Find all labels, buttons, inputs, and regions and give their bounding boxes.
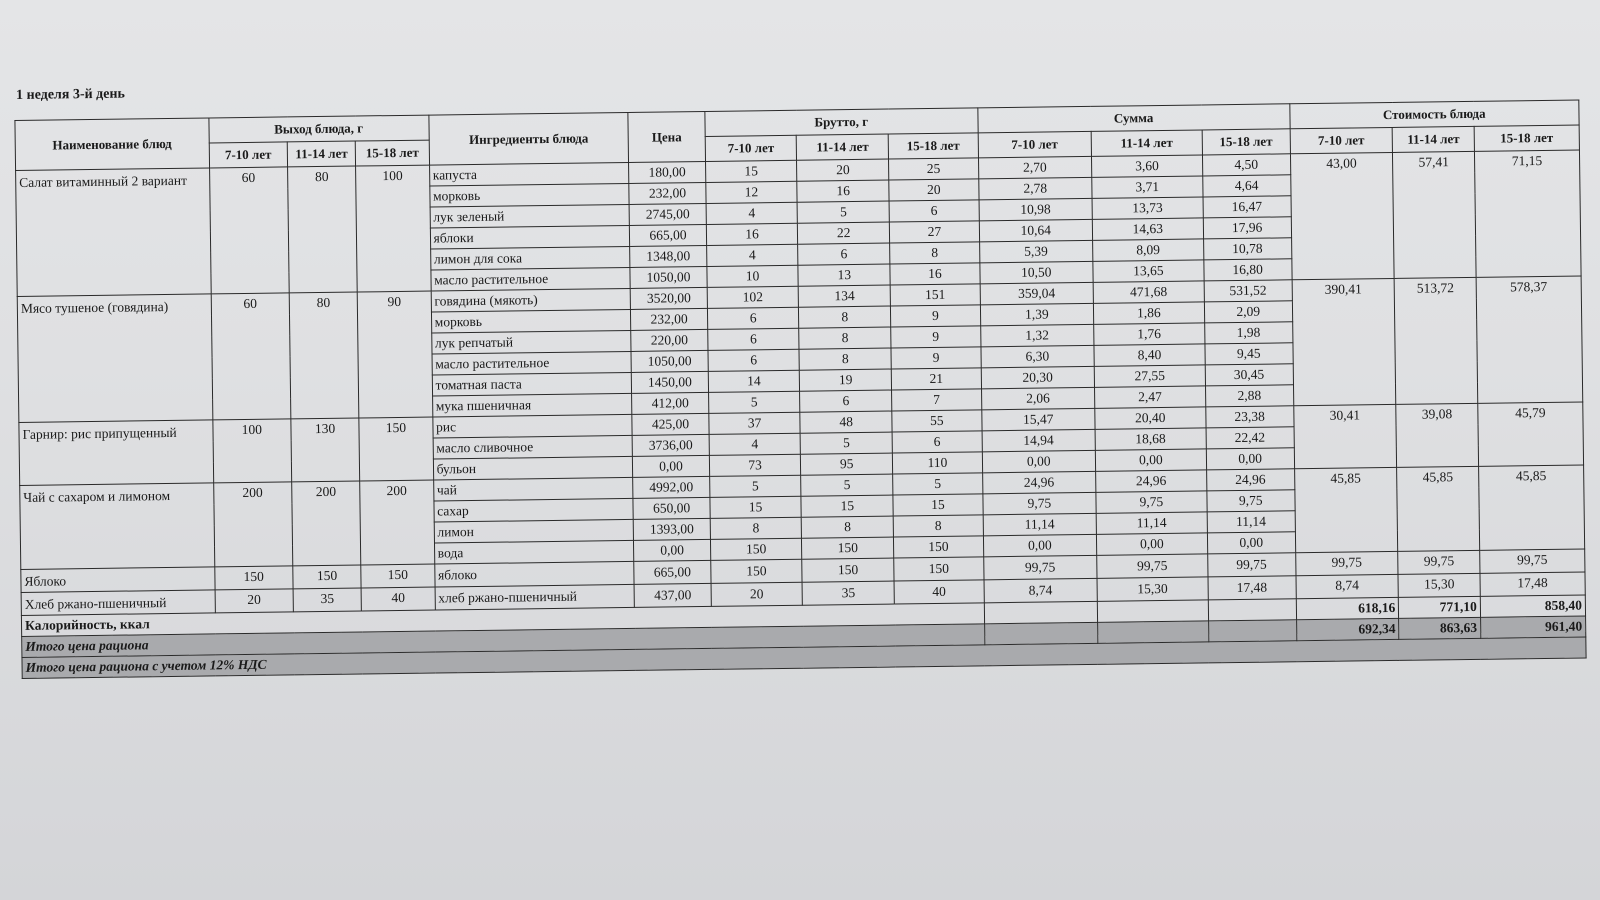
- ingredient-price: 1393,00: [634, 518, 711, 540]
- dish-name: Мясо тушеное (говядина): [17, 294, 212, 423]
- ingredient-price: 425,00: [632, 413, 709, 435]
- ingredient-gross: 5: [708, 391, 800, 413]
- dish-name: Чай с сахаром и лимоном: [20, 483, 215, 570]
- ingredient-sum: 24,96: [1095, 470, 1206, 492]
- ingredient-gross: 150: [894, 536, 984, 558]
- menu-table: [14, 100, 1586, 679]
- ingredient-sum: 11,14: [983, 513, 1096, 535]
- ingredient-gross: 37: [709, 412, 801, 434]
- dish-cost: 45,85: [1294, 467, 1398, 552]
- header-price: Цена: [628, 111, 705, 162]
- ingredient-price: 3520,00: [630, 287, 707, 309]
- dish-output: 130: [291, 418, 360, 482]
- ingredient-gross: 6: [707, 328, 799, 350]
- ingredient-gross: 20: [797, 159, 889, 181]
- ingredient-name: лимон: [434, 519, 634, 543]
- header-age: 7-10 лет: [705, 135, 797, 161]
- ingredient-gross: 5: [800, 432, 892, 454]
- header-cost: Стоимость блюда: [1289, 100, 1579, 129]
- footer-total-value: 961,40: [1480, 616, 1585, 638]
- ingredient-price: 650,00: [633, 497, 710, 519]
- ingredient-gross: 8: [799, 327, 891, 349]
- ingredient-sum: 5,39: [979, 240, 1092, 262]
- ingredient-gross: 5: [797, 201, 889, 223]
- dish-output: 60: [209, 167, 289, 294]
- ingredient-sum: 0,00: [982, 450, 1095, 472]
- ingredient-name: масло растительное: [431, 267, 631, 291]
- header-age: 11-14 лет: [1393, 126, 1475, 152]
- ingredient-sum: 9,75: [983, 492, 1096, 514]
- ingredient-sum: 2,70: [978, 156, 1091, 178]
- dish-cost: 45,85: [1478, 465, 1584, 550]
- ingredient-gross: 150: [802, 537, 894, 559]
- dish-output: 20: [215, 589, 294, 613]
- ingredient-gross: 8: [802, 516, 894, 538]
- footer-calories-value: 771,10: [1399, 596, 1481, 618]
- ingredient-gross: 134: [799, 285, 891, 307]
- ingredient-name: яблоки: [430, 225, 630, 249]
- ingredient-sum: 11,14: [1096, 512, 1207, 534]
- ingredient-gross: 151: [890, 284, 980, 306]
- menu-sheet: [14, 67, 1600, 679]
- ingredient-name: морковь: [429, 183, 629, 207]
- ingredient-name: лук репчатый: [431, 330, 631, 354]
- ingredient-sum: 17,48: [1208, 576, 1296, 600]
- header-dish-name: Наименование блюд: [15, 118, 209, 171]
- dish-cost: 57,41: [1393, 151, 1476, 278]
- ingredient-gross: 102: [707, 286, 799, 308]
- ingredient-sum: 24,96: [982, 471, 1095, 493]
- dish-cost: 99,75: [1398, 550, 1480, 574]
- ingredient-price: 232,00: [629, 182, 706, 204]
- ingredient-sum: 2,09: [1204, 301, 1292, 323]
- ingredient-gross: 40: [894, 580, 984, 604]
- ingredient-sum: 1,39: [980, 303, 1093, 325]
- dish-cost: 30,41: [1293, 404, 1397, 468]
- ingredient-price: 665,00: [630, 224, 707, 246]
- dish-output: 200: [360, 480, 434, 565]
- ingredient-price: 1050,00: [630, 266, 707, 288]
- dish-output: 80: [288, 166, 358, 293]
- ingredient-gross: 4: [706, 244, 798, 266]
- ingredient-price: 412,00: [632, 392, 709, 414]
- ingredient-sum: 20,30: [981, 366, 1094, 388]
- ingredient-sum: 9,45: [1205, 343, 1293, 365]
- header-age: 11-14 лет: [797, 134, 889, 160]
- header-age: 11-14 лет: [1091, 130, 1202, 156]
- dish-output: 90: [357, 291, 432, 418]
- ingredient-sum: 20,40: [1095, 407, 1206, 429]
- header-age: 7-10 лет: [978, 131, 1091, 157]
- ingredient-sum: 18,68: [1095, 428, 1206, 450]
- ingredient-gross: 6: [889, 200, 979, 222]
- ingredient-sum: 8,74: [984, 578, 1097, 602]
- ingredient-price: 4992,00: [633, 476, 710, 498]
- header-age: 7-10 лет: [209, 142, 288, 168]
- ingredient-sum: 99,75: [1097, 554, 1208, 578]
- footer-calories-label: Калорийность, ккал: [21, 603, 984, 637]
- ingredient-price: 665,00: [634, 560, 711, 584]
- ingredient-sum: 2,78: [979, 177, 1092, 199]
- ingredient-gross: 8: [710, 517, 802, 539]
- ingredient-gross: 8: [890, 242, 980, 264]
- ingredient-gross: 8: [893, 515, 983, 537]
- ingredient-gross: 12: [706, 181, 798, 203]
- ingredient-sum: 1,86: [1093, 302, 1204, 324]
- footer-total-label: Итого цена рациона: [22, 624, 985, 658]
- dish-output: 60: [211, 293, 291, 420]
- ingredient-price: 3736,00: [632, 434, 709, 456]
- dish-cost: 99,75: [1480, 549, 1585, 573]
- ingredient-gross: 16: [797, 180, 889, 202]
- dish-cost: 43,00: [1290, 152, 1395, 279]
- header-sum: Сумма: [978, 104, 1290, 133]
- ingredient-sum: 1,98: [1205, 322, 1293, 344]
- dish-output: 80: [289, 292, 359, 419]
- ingredient-sum: 17,96: [1203, 217, 1291, 239]
- ingredient-gross: 19: [800, 369, 892, 391]
- ingredient-sum: 2,47: [1094, 386, 1205, 408]
- ingredient-gross: 13: [798, 264, 890, 286]
- ingredient-sum: 23,38: [1206, 406, 1294, 428]
- ingredient-price: 180,00: [629, 161, 706, 183]
- dish-name: Яблоко: [21, 567, 215, 593]
- header-output: Выход блюда, г: [208, 115, 428, 143]
- ingredient-gross: 15: [705, 160, 797, 182]
- ingredient-gross: 35: [802, 581, 894, 605]
- ingredient-gross: 4: [706, 202, 798, 224]
- ingredient-name: сахар: [434, 498, 634, 522]
- ingredient-gross: 110: [892, 452, 982, 474]
- dish-output: 35: [293, 588, 362, 612]
- ingredient-name: яблоко: [434, 561, 634, 587]
- ingredient-sum: 8,40: [1094, 344, 1205, 366]
- dish-cost: 15,30: [1398, 573, 1480, 597]
- ingredient-sum: 27,55: [1094, 365, 1205, 387]
- ingredient-price: 0,00: [634, 539, 711, 561]
- ingredient-gross: 55: [892, 410, 982, 432]
- ingredient-sum: 15,47: [982, 408, 1095, 430]
- ingredient-gross: 4: [709, 433, 801, 455]
- header-age: 15-18 лет: [355, 140, 429, 166]
- ingredient-sum: 359,04: [980, 282, 1093, 304]
- ingredient-name: капуста: [429, 162, 629, 186]
- header-age: 11-14 лет: [287, 141, 356, 167]
- ingredient-sum: 0,00: [1096, 533, 1207, 555]
- ingredient-sum: 9,75: [1207, 490, 1295, 512]
- header-age: 15-18 лет: [1202, 129, 1290, 155]
- ingredient-gross: 16: [890, 263, 980, 285]
- dish-output: 150: [214, 566, 293, 590]
- ingredient-name: чай: [433, 477, 633, 501]
- ingredient-price: 1050,00: [631, 350, 708, 372]
- dish-output: 150: [359, 417, 433, 481]
- ingredient-gross: 6: [798, 243, 890, 265]
- ingredient-name: масло растительное: [432, 351, 632, 375]
- ingredient-gross: 14: [708, 370, 800, 392]
- ingredient-gross: 25: [889, 158, 979, 180]
- ingredient-sum: 10,78: [1203, 238, 1291, 260]
- ingredient-name: томатная паста: [432, 372, 632, 396]
- ingredient-gross: 9: [891, 305, 981, 327]
- ingredient-name: хлеб ржано-пшеничный: [435, 584, 635, 610]
- ingredient-gross: 20: [711, 582, 803, 606]
- ingredient-sum: 4,64: [1203, 175, 1291, 197]
- ingredient-sum: 14,63: [1092, 218, 1203, 240]
- ingredient-sum: 471,68: [1093, 281, 1204, 303]
- dish-cost: 513,72: [1395, 277, 1478, 404]
- ingredient-gross: 5: [709, 475, 801, 497]
- ingredient-gross: 21: [891, 368, 981, 390]
- footer-calories-value: 618,16: [1296, 597, 1399, 619]
- ingredient-gross: 95: [801, 453, 893, 475]
- ingredient-sum: 9,75: [1096, 491, 1207, 513]
- ingredient-gross: 150: [710, 538, 802, 560]
- ingredient-gross: 5: [893, 473, 983, 495]
- ingredient-name: вода: [434, 540, 634, 564]
- ingredient-price: 232,00: [631, 308, 708, 330]
- ingredient-gross: 8: [799, 348, 891, 370]
- dish-output: 200: [292, 481, 361, 566]
- dish-output: 100: [212, 419, 291, 483]
- dish-output: 150: [361, 564, 435, 588]
- ingredient-sum: 1,76: [1094, 323, 1205, 345]
- ingredient-sum: 531,52: [1204, 280, 1292, 302]
- ingredient-sum: 10,64: [979, 219, 1092, 241]
- ingredient-sum: 1,32: [980, 324, 1093, 346]
- ingredient-gross: 10: [707, 265, 799, 287]
- ingredient-gross: 150: [710, 559, 802, 583]
- dish-cost: 8,74: [1296, 574, 1399, 598]
- dish-cost: 578,37: [1476, 276, 1583, 403]
- footer-total-vat-label: Итого цена рациона с учетом 12% НДС: [22, 637, 1586, 678]
- ingredient-sum: 2,88: [1205, 385, 1293, 407]
- ingredient-sum: 2,06: [981, 387, 1094, 409]
- ingredient-gross: 48: [800, 411, 892, 433]
- ingredient-gross: 6: [800, 390, 892, 412]
- ingredient-sum: 0,00: [983, 534, 1096, 556]
- dish-cost: 71,15: [1474, 150, 1581, 277]
- ingredient-sum: 3,60: [1091, 155, 1202, 177]
- ingredient-gross: 8: [799, 306, 891, 328]
- ingredient-name: бульон: [433, 456, 633, 480]
- ingredient-gross: 9: [891, 347, 981, 369]
- ingredient-gross: 150: [894, 557, 984, 581]
- ingredient-gross: 16: [706, 223, 798, 245]
- ingredient-sum: 13,73: [1092, 197, 1203, 219]
- dish-cost: 99,75: [1295, 551, 1398, 575]
- ingredient-gross: 5: [801, 474, 893, 496]
- ingredient-sum: 10,50: [980, 261, 1093, 283]
- dish-name: Хлеб ржано-пшеничный: [21, 590, 215, 616]
- dish-output: 150: [293, 565, 362, 589]
- dish-name: Гарнир: рис припущенный: [19, 420, 213, 486]
- ingredient-gross: 9: [891, 326, 981, 348]
- ingredient-gross: 73: [709, 454, 801, 476]
- ingredient-gross: 7: [892, 389, 982, 411]
- ingredient-price: 437,00: [634, 583, 711, 607]
- dish-name: Салат витаминный 2 вариант: [16, 168, 211, 297]
- ingredient-name: морковь: [431, 309, 631, 333]
- ingredient-gross: 6: [892, 431, 982, 453]
- dish-cost: 45,79: [1478, 402, 1584, 466]
- ingredient-name: говядина (мякоть): [431, 288, 631, 312]
- page-title: 1 неделя 3-й день: [15, 86, 126, 103]
- ingredient-sum: 16,80: [1204, 259, 1292, 281]
- header-ingredients: Ингредиенты блюда: [429, 112, 629, 165]
- footer-total-value: 863,63: [1399, 617, 1481, 639]
- dish-cost: 390,41: [1292, 278, 1397, 405]
- ingredient-sum: 99,75: [983, 555, 1096, 579]
- ingredient-sum: 13,65: [1093, 260, 1204, 282]
- ingredient-price: 2745,00: [629, 203, 706, 225]
- ingredient-sum: 15,30: [1097, 577, 1208, 601]
- ingredient-price: 1450,00: [632, 371, 709, 393]
- ingredient-sum: 30,45: [1205, 364, 1293, 386]
- header-age: 15-18 лет: [1474, 125, 1579, 151]
- ingredient-name: лимон для сока: [430, 246, 630, 270]
- footer-total-value: 692,34: [1296, 618, 1399, 640]
- ingredient-gross: 15: [801, 495, 893, 517]
- ingredient-sum: 22,42: [1206, 427, 1294, 449]
- ingredient-price: 220,00: [631, 329, 708, 351]
- dish-cost: 17,48: [1480, 572, 1585, 596]
- dish-output: 40: [361, 587, 435, 611]
- ingredient-gross: 15: [893, 494, 983, 516]
- ingredient-sum: 10,98: [979, 198, 1092, 220]
- dish-output: 200: [213, 482, 293, 567]
- ingredient-gross: 6: [708, 349, 800, 371]
- ingredient-gross: 6: [707, 307, 799, 329]
- header-age: 15-18 лет: [888, 133, 978, 159]
- ingredient-name: мука пшеничная: [432, 393, 632, 417]
- ingredient-sum: 0,00: [1206, 448, 1294, 470]
- ingredient-sum: 14,94: [982, 429, 1095, 451]
- ingredient-sum: 4,50: [1202, 154, 1290, 176]
- ingredient-sum: 11,14: [1207, 511, 1295, 533]
- dish-output: 100: [356, 165, 431, 292]
- dish-cost: 45,85: [1397, 466, 1480, 551]
- ingredient-gross: 27: [889, 221, 979, 243]
- table-body: [16, 150, 1586, 615]
- ingredient-sum: 6,30: [981, 345, 1094, 367]
- ingredient-gross: 15: [710, 496, 802, 518]
- ingredient-sum: 99,75: [1208, 553, 1296, 577]
- ingredient-sum: 16,47: [1203, 196, 1291, 218]
- footer-calories-value: 858,40: [1480, 595, 1585, 617]
- ingredient-gross: 150: [802, 558, 894, 582]
- ingredient-sum: 0,00: [1095, 449, 1206, 471]
- ingredient-sum: 3,71: [1092, 176, 1203, 198]
- ingredient-sum: 24,96: [1206, 469, 1294, 491]
- ingredient-sum: 8,09: [1092, 239, 1203, 261]
- header-gross: Брутто, г: [705, 108, 978, 137]
- ingredient-gross: 20: [889, 179, 979, 201]
- ingredient-price: 0,00: [633, 455, 710, 477]
- ingredient-name: масло сливочное: [433, 435, 633, 459]
- ingredient-price: 1348,00: [630, 245, 707, 267]
- ingredient-name: лук зеленый: [430, 204, 630, 228]
- dish-cost: 39,08: [1396, 403, 1478, 467]
- ingredient-name: рис: [432, 414, 632, 438]
- header-age: 7-10 лет: [1290, 127, 1393, 153]
- ingredient-sum: 0,00: [1207, 532, 1295, 554]
- ingredient-gross: 22: [798, 222, 890, 244]
